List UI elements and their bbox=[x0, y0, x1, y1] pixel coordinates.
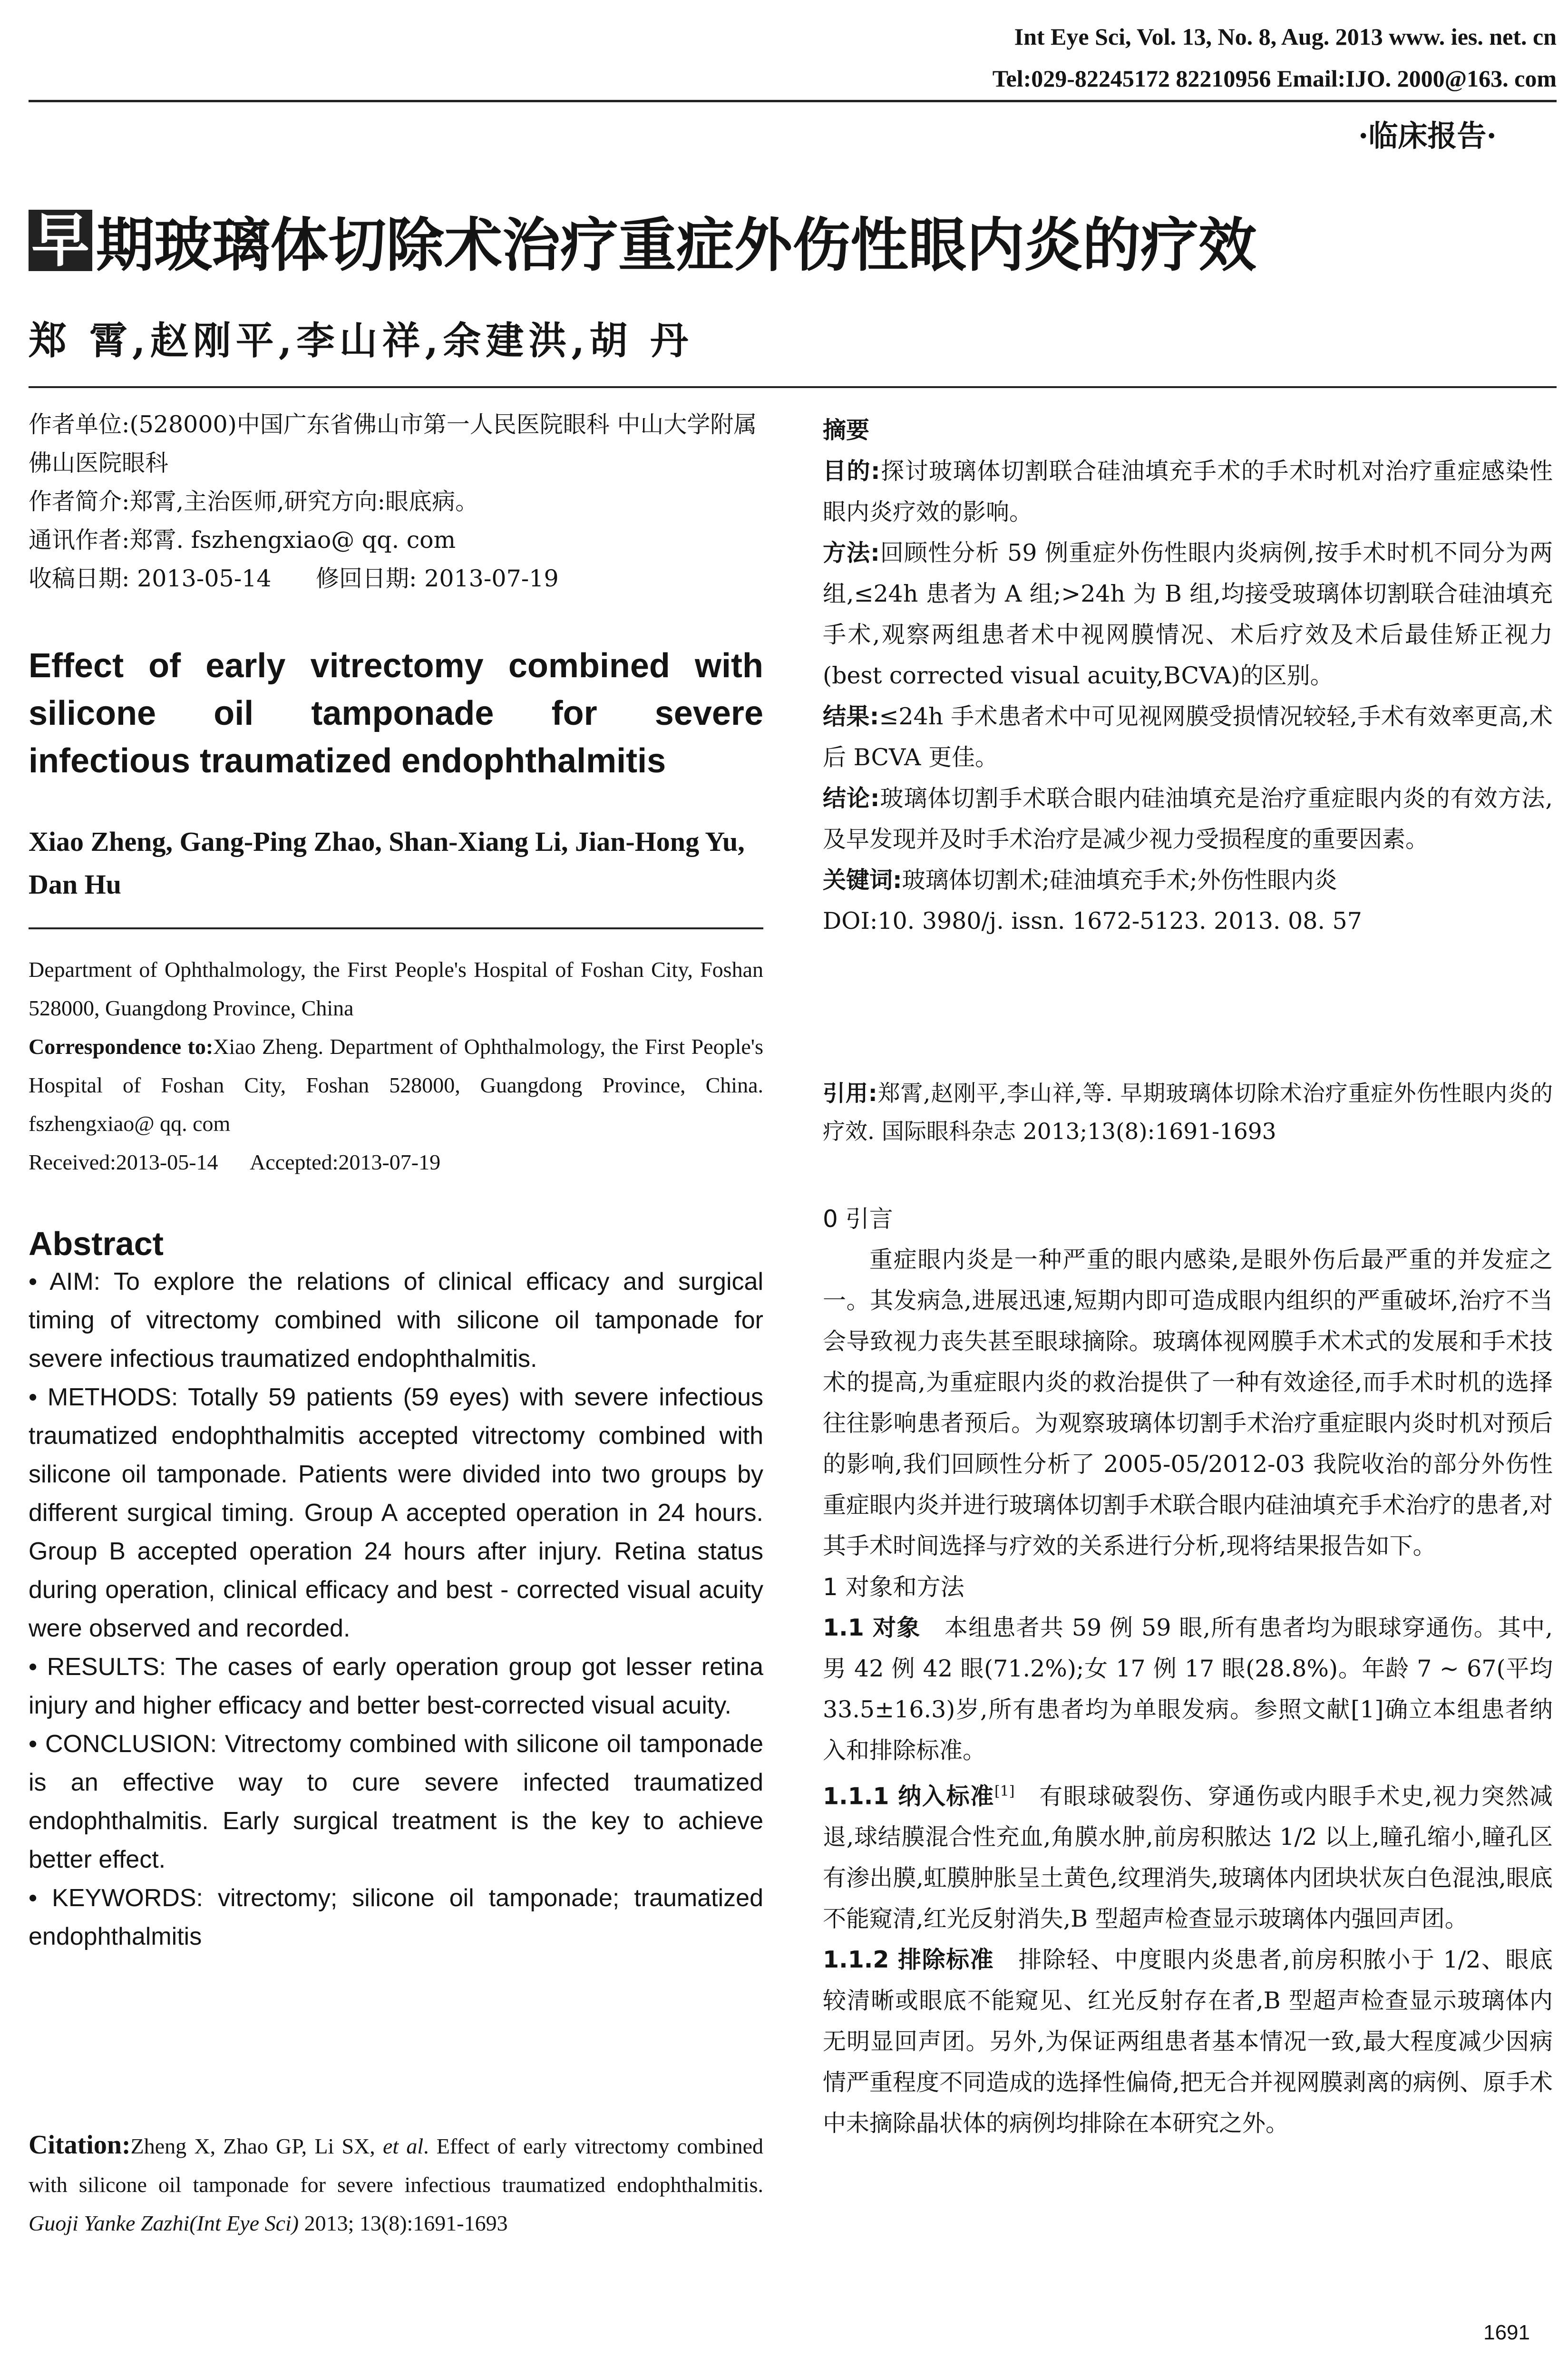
inclusion-label: 1.1.1 纳入标准 bbox=[823, 1783, 994, 1810]
exclusion-paragraph bbox=[823, 1939, 1553, 2144]
methods-heading: 1 对象和方法 bbox=[823, 1573, 964, 1601]
summary-keywords-text: 玻璃体切割术;硅油填充手术;外伤性眼内炎 bbox=[902, 867, 1337, 894]
subjects-paragraph bbox=[823, 1607, 1553, 1771]
summary-results-text: ≤24h 手术患者术中可见视网膜受损情况较轻,手术有效率更高,术后 BCVA 更佳。 bbox=[823, 703, 1553, 771]
citation-en-authors: Zheng X, Zhao GP, Li SX, bbox=[130, 2134, 383, 2158]
citation-cn-text: 郑霄,赵刚平,李山祥,等. 早期玻璃体切除术治疗重症外伤性眼内炎的疗效. 国际眼科杂志 2013;13(8):1691-1693 bbox=[823, 1081, 1553, 1145]
inclusion-ref: [1] bbox=[994, 1783, 1015, 1800]
abstract-en bbox=[29, 1225, 763, 1956]
subjects-label: 1.1 对象 bbox=[823, 1614, 921, 1641]
corresponding-author-cn: 通讯作者:郑霄. fszhengxiao@ qq. com bbox=[29, 526, 456, 554]
abstract-keywords: • KEYWORDS: vitrectomy; silicone oil tamponade; traumatized endophthalmitis bbox=[29, 1884, 763, 1950]
english-title bbox=[29, 642, 763, 785]
summary-methods-label: 方法: bbox=[823, 539, 880, 566]
inclusion-paragraph bbox=[823, 1771, 1553, 1939]
correspondence-label: Correspondence to: bbox=[29, 1034, 214, 1059]
correspondence-en bbox=[29, 1027, 763, 1143]
abstract-heading: Abstract bbox=[29, 1225, 164, 1262]
citation-en bbox=[29, 2126, 763, 2242]
summary-aim-label: 目的: bbox=[823, 458, 880, 485]
title-first-char: 早 bbox=[29, 210, 92, 271]
exclusion-text: 排除轻、中度眼内炎患者,前房积脓小于 1/2、眼底较清晰或眼底不能窥见、红光反射存在者,B 型超声检查显示玻璃体内无明显回声团。另外,为保证两组患者基本情况一致,最大程度减少因病情严重程度不同造成的选择性偏倚,把无合并视网膜剥离的病例、原手术中未摘除晶状体的病例均排除在本研究之外。 bbox=[823, 1946, 1553, 2137]
summary-keywords-label: 关键词: bbox=[823, 867, 902, 894]
author-bio-cn: 作者简介:郑霄,主治医师,研究方向:眼底病。 bbox=[29, 488, 479, 515]
inclusion-text: 有眼球破裂伤、穿通伤或内眼手术史,视力突然减退,球结膜混合性充血,角膜水肿,前房积脓达 1/2 以上,瞳孔缩小,瞳孔区有渗出膜,虹膜肿胀呈土黄色,纹理消失,玻璃体内团块状灰白色混浊,眼底不能窥清,红光反射消失,B 型超声检查显示玻璃体内强回声团。 bbox=[823, 1783, 1553, 1933]
summary-keywords bbox=[823, 860, 1553, 901]
authors-cn: 郑 霄,赵刚平,李山祥,余建洪,胡 丹 bbox=[29, 318, 693, 363]
citation-en-volume: 2013; 13(8):1691-1693 bbox=[299, 2211, 508, 2235]
summary-results bbox=[823, 696, 1553, 778]
body-text bbox=[823, 1198, 1553, 2144]
dates-cn: 收稿日期: 2013-05-14 修回日期: 2013-07-19 bbox=[29, 565, 559, 592]
citation-en-etal: et al bbox=[382, 2134, 424, 2158]
summary-doi: DOI:10. 3980/j. issn. 1672-5123. 2013. 08. 57 bbox=[823, 907, 1362, 935]
citation-en-title: . Effect of early vitrectomy combined with silicone oil tamponade for severe infectious traumatized endophthalmitis. bbox=[29, 2134, 763, 2197]
summary-aim-text: 探讨玻璃体切割联合硅油填充手术的手术时机对治疗重症感染性眼内炎疗效的影响。 bbox=[823, 458, 1553, 526]
summary-aim bbox=[823, 451, 1553, 533]
summary-results-label: 结果: bbox=[823, 703, 879, 730]
intro-paragraph: 重症眼内炎是一种严重的眼内感染,是眼外伤后最严重的并发症之一。其发病急,进展迅速,短期内即可造成眼内组织的严重破坏,治疗不当会导致视力丧失甚至眼球摘除。玻璃体视网膜手术术式的发展和手术技术的提高,为重症眼内炎的救治提供了一种有效途径,而手术时机的选择往往影响患者预后。为观察玻璃体切割手术治疗重症眼内炎时机对预后的影响,我们回顾性分析了 2005-05/2012-03 我院收治的部分外伤性重症眼内炎并进行玻璃体切割手术联合眼内硅油填充手术治疗的患者,对其手术时间选择与疗效的关系进行分析,现将结果报告如下。 bbox=[823, 1246, 1553, 1559]
citation-cn-label: 引用: bbox=[823, 1081, 877, 1107]
summary-methods-text: 回顾性分析 59 例重症外伤性眼内炎病例,按手术时机不同分为两组,≤24h 患者为 A 组;>24h 为 B 组,均接受玻璃体切割联合硅油填充手术,观察两组患者术中视网膜情况、术后疗效及术后最佳矫正视力(best corrected visual acuity,BCVA)的区别。 bbox=[823, 539, 1553, 689]
en-title-line-2: silicone oil tamponade for severe bbox=[29, 694, 763, 732]
abstract-results: • RESULTS: The cases of early operation group got lesser retina injury and higher efficacy and better best-corrected visual acuity. bbox=[29, 1653, 763, 1719]
en-title-line-3: infectious traumatized endophthalmitis bbox=[29, 742, 666, 780]
author-info bbox=[29, 405, 763, 598]
en-title-line-1: Effect of early vitrectomy combined with bbox=[29, 647, 763, 685]
abstract-conclusion: • CONCLUSION: Vitrectomy combined with silicone oil tamponade is an effective way to cure severe infected traumatized endophthalmitis. Early surgical treatment is the key to achieve better effect. bbox=[29, 1730, 763, 1873]
citation-en-label: Citation: bbox=[29, 2130, 131, 2160]
summary-cn bbox=[823, 410, 1553, 942]
summary-methods bbox=[823, 533, 1553, 696]
dates-en: Received:2013-05-14 Accepted:2013-07-19 bbox=[29, 1150, 441, 1174]
exclusion-label: 1.1.2 排除标准 bbox=[823, 1946, 994, 1974]
subjects-text: 本组患者共 59 例 59 眼,所有患者均为眼球穿通伤。其中,男 42 例 42 眼(71.2%);女 17 例 17 眼(28.8%)。年龄 7 ~ 67(平均 33.5±16.3)岁,所有患者均为单眼发病。参照文献[1]确立本组患者纳入和排除标准。 bbox=[823, 1614, 1553, 1764]
summary-heading: 摘要 bbox=[823, 417, 870, 444]
citation-cn bbox=[823, 1075, 1553, 1151]
journal-header-line2: Tel:029-82245172 82210956 Email:IJO. 2000@163. com bbox=[992, 65, 1557, 92]
citation-en-journal: Guoji Yanke Zazhi(Int Eye Sci) bbox=[29, 2211, 299, 2235]
intro-heading: 0 引言 bbox=[823, 1205, 893, 1233]
abstract-methods: • METHODS: Totally 59 patients (59 eyes) with severe infectious traumatized endophthalmitis accepted vitrectomy combined with silicone oil tamponade. Patients were divided into two groups by different surgical timing. Group A accepted operation in 24 hours. Group B accepted operation 24 hours after injury. Retina status during operation, clinical efficacy and best - corrected visual acuity were observed and recorded. bbox=[29, 1383, 763, 1642]
page-number: 1691 bbox=[1483, 2321, 1530, 2344]
english-affiliation bbox=[29, 950, 763, 1181]
article-title bbox=[29, 199, 1256, 282]
title-rest: 期玻璃体切除术治疗重症外伤性眼内炎的疗效 bbox=[96, 211, 1256, 279]
en-authors-rule bbox=[29, 927, 763, 929]
abstract-aim: • AIM: To explore the relations of clinical efficacy and surgical timing of vitrectomy combined with silicone oil tamponade for severe infectious traumatized endophthalmitis. bbox=[29, 1268, 763, 1373]
author-affiliation-cn: 作者单位:(528000)中国广东省佛山市第一人民医院眼科 中山大学附属佛山医院眼科 bbox=[29, 411, 757, 477]
section-tag: ·临床报告· bbox=[1358, 118, 1497, 153]
authors-rule bbox=[29, 386, 1557, 388]
summary-conclusion-label: 结论: bbox=[823, 785, 880, 812]
summary-conclusion bbox=[823, 778, 1553, 860]
summary-conclusion-text: 玻璃体切割手术联合眼内硅油填充是治疗重症眼内炎的有效方法,及早发现并及时手术治疗是减少视力受损程度的重要因素。 bbox=[823, 785, 1553, 853]
english-authors: Xiao Zheng, Gang-Ping Zhao, Shan-Xiang Li, Jian-Hong Yu, Dan Hu bbox=[29, 826, 745, 900]
department-en: Department of Ophthalmology, the First People's Hospital of Foshan City, Foshan 528000, Guangdong Province, China bbox=[29, 957, 763, 1020]
journal-header-line1: Int Eye Sci, Vol. 13, No. 8, Aug. 2013 www. ies. net. cn bbox=[1014, 23, 1557, 50]
correspondence-text: Xiao Zheng. Department of Ophthalmology, the First People's Hospital of Foshan City, Foshan 528000, Guangdong Province, China. fszhengxiao@ qq. com bbox=[29, 1034, 763, 1136]
header-rule bbox=[29, 100, 1557, 102]
